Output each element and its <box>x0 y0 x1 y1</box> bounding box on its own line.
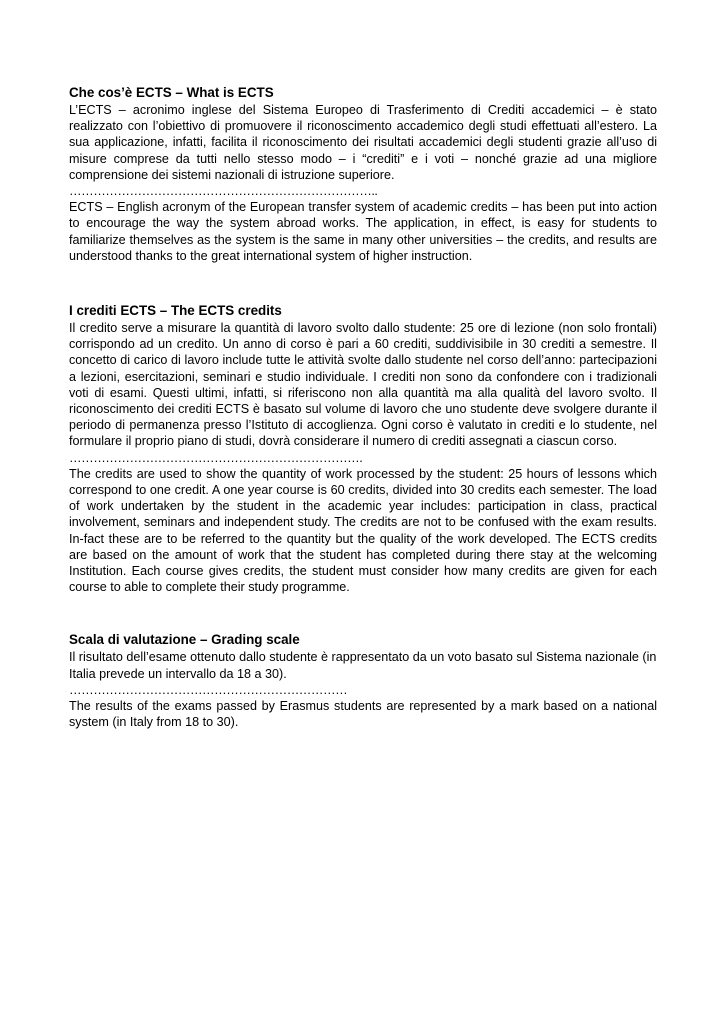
english-paragraph: The results of the exams passed by Erasmus students are represented by a mark based on a national system (in Italy from 18 to 30). <box>69 699 657 730</box>
section-heading: I crediti ECTS – The ECTS credits <box>69 303 282 319</box>
section-grading-scale <box>69 631 657 730</box>
italian-paragraph: Il credito serve a misurare la quantità di lavoro svolto dallo studente: 25 ore di lezione (non solo frontali) corrispondo ad un credito. Un anno di corso è pari a 60 crediti, suddivisibile in 30 crediti a semestre. Il concetto di carico di lavoro include tutte le attività svolte dallo studente nel corso dell’anno: partecipazioni a lezioni, esercitazioni, seminari e studio individuale. I crediti non sono da confondere con i tradizionali voti di esami. Questi ultimi, infatti, si riferiscono non alla quantità ma alla qualità del lavoro svolto. Il riconoscimento dei crediti ECTS è basato sul volume di lavoro che uno studente deve svolgere durante il periodo di permanenza presso l’Istituto di accoglienza. Ogni corso è valutato in crediti e lo studente, nel formulare il proprio piano di studi, dovrà considerare il numero di crediti assegnati a ciascun corso. <box>69 321 657 449</box>
separator-dots: ………………………………………………………………. <box>69 450 363 465</box>
section-heading: Che cos’è ECTS – What is ECTS <box>69 85 274 100</box>
english-paragraph: The credits are used to show the quantity of work processed by the student: 25 hours of lessons which correspond to one credit. A one year course is 60 credits, divided into 30 credits each semester. The load of work undertaken by the student in the academic year includes: participation in class, practical involvement, seminars and independent study. The credits are not to be confused with the exam results. In-fact these are to be referred to the quantity but the quality of the work developed. The ECTS credits are based on the amount of work that the student has completed during there stay at the welcoming Institution. Each course gives credits, the student must consider how many credits are given for each course to able to complete their study programme. <box>69 466 657 595</box>
separator-dots: ………………………………………………………………….. <box>69 184 378 199</box>
separator-dots: …………………………………………………………… <box>69 682 348 697</box>
italian-paragraph: Il risultato dell’esame ottenuto dallo studente è rappresentato da un voto basato sul Sistema nazionale (in Italia prevede un intervallo da 18 a 30). <box>69 650 657 681</box>
section-what-is-ects <box>69 84 657 264</box>
document-page <box>69 84 657 731</box>
italian-paragraph: L’ECTS – acronimo inglese del Sistema Europeo di Trasferimento di Crediti accademici – è stato realizzato con l’obiettivo di promuovere il riconoscimento accademico degli studi effettuati all’estero. La sua applicazione, infatti, facilita il riconoscimento dei risultati accademici degli studenti grazie all’uso di misure comprese da tutti nello stesso modo – i “crediti” e i voti – nonché grazie ad una migliore comprensione dei sistemi nazionali di istruzione superiore. <box>69 103 657 182</box>
section-heading: Scala di valutazione – Grading scale <box>69 632 300 648</box>
english-paragraph: ECTS – English acronym of the European transfer system of academic credits – has been put into action to encourage the way the system abroad works. The application, in effect, is easy for students to familiarize themselves as the system is the same in many other universities – the credits, and results are understood thanks to the great international system of higher instruction. <box>69 200 657 263</box>
section-ects-credits <box>69 302 657 595</box>
